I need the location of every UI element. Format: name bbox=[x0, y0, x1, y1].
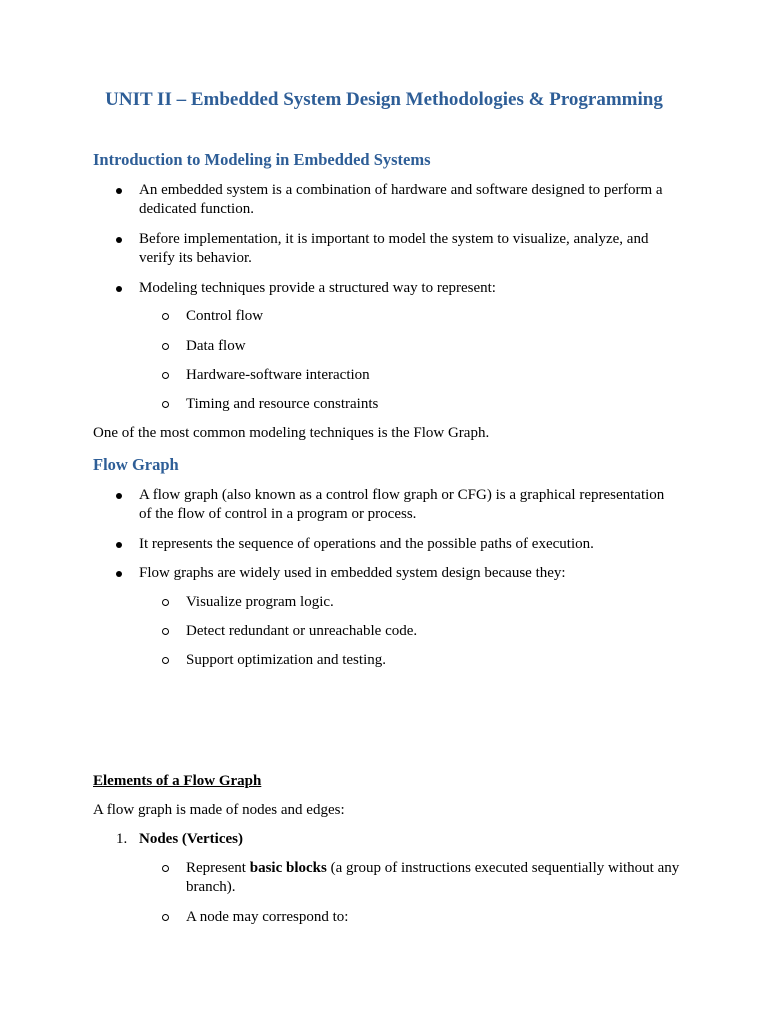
section-heading-modeling: Introduction to Modeling in Embedded Systems bbox=[93, 150, 431, 169]
sub-bullet-marker bbox=[162, 628, 169, 635]
text-run: Represent bbox=[186, 860, 250, 876]
list-item: It represents the sequence of operations and the possible paths of execution. bbox=[139, 536, 594, 552]
sub-list-item bbox=[186, 859, 681, 897]
sub-bullet-marker bbox=[162, 657, 169, 664]
sub-list-item: Support optimization and testing. bbox=[186, 652, 386, 668]
list-item: Modeling techniques provide a structured way to represent: bbox=[139, 280, 496, 296]
sub-list-item: Detect redundant or unreachable code. bbox=[186, 623, 418, 639]
list-item: Before implementation, it is important to model the system to visualize, analyze, and verify its behavior. bbox=[139, 231, 649, 266]
sub-list-item: Data flow bbox=[186, 338, 246, 354]
section-heading-elements: Elements of a Flow Graph bbox=[93, 773, 262, 789]
sub-bullet-marker bbox=[162, 865, 169, 872]
sub-bullet-marker bbox=[162, 372, 169, 379]
bullet-marker bbox=[116, 237, 122, 243]
text-run: (a group of instructions executed sequentially without any branch). bbox=[186, 860, 680, 895]
bullet-marker bbox=[116, 188, 122, 194]
bullet-marker bbox=[116, 542, 122, 548]
list-item: Flow graphs are widely used in embedded system design because they: bbox=[139, 565, 566, 581]
section-heading-flow-graph: Flow Graph bbox=[93, 455, 179, 474]
bullet-marker bbox=[116, 286, 122, 292]
sub-list-item: Visualize program logic. bbox=[186, 594, 334, 610]
sub-bullet-marker bbox=[162, 343, 169, 350]
list-number: 1. bbox=[116, 831, 128, 847]
sub-bullet-marker bbox=[162, 599, 169, 606]
sub-list-item: A node may correspond to: bbox=[186, 909, 349, 925]
sub-bullet-marker bbox=[162, 914, 169, 921]
paragraph: One of the most common modeling techniques is the Flow Graph. bbox=[93, 425, 490, 441]
paragraph: A flow graph is made of nodes and edges: bbox=[93, 802, 345, 818]
bullet-marker bbox=[116, 493, 122, 499]
numbered-item-label: Nodes (Vertices) bbox=[139, 831, 243, 847]
list-item: A flow graph (also known as a control flow graph or CFG) is a graphical representation of the flow of control in a program or process. bbox=[139, 487, 665, 522]
sub-list-item: Hardware-software interaction bbox=[186, 367, 370, 383]
sub-list-item: Timing and resource constraints bbox=[186, 396, 379, 412]
bold-term: basic blocks bbox=[249, 860, 327, 876]
bullet-marker bbox=[116, 571, 122, 577]
page-title: UNIT II – Embedded System Design Methodologies & Programming bbox=[105, 89, 663, 110]
sub-list-item: Control flow bbox=[186, 308, 264, 324]
sub-bullet-marker bbox=[162, 313, 169, 320]
list-item: An embedded system is a combination of hardware and software designed to perform a dedicated function. bbox=[139, 182, 663, 217]
sub-bullet-marker bbox=[162, 401, 169, 408]
